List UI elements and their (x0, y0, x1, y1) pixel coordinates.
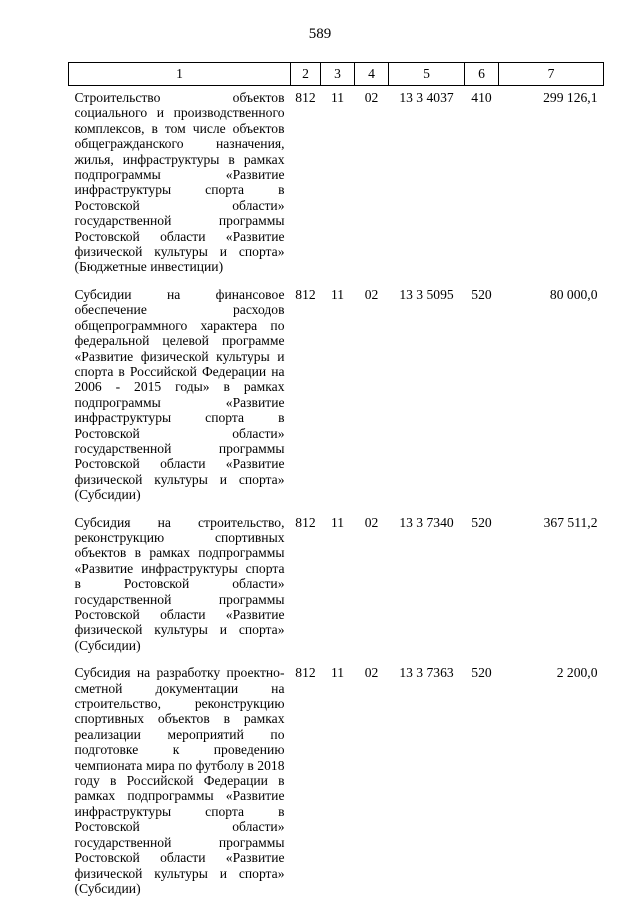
expense-type-code: 520 (471, 286, 492, 302)
row-description: Субсидия на разработку проектно-сметной документации на строительство, реконструкцию спортивных объектов в рамках реализации мероприятий по подготовке к проведению чемпионата мира по футболу в 2018 году в Российской Федерации в рамках подпрограммы «Развитие инфраструктуры спорта в Ростовской области» государственной программы Ростовской области «Развитие физической культуры и спорта» (Субсидии) (74, 665, 285, 896)
column-header: 3 (321, 63, 355, 86)
expense-type-code: 410 (471, 90, 492, 105)
section-code: 11 (330, 286, 345, 302)
section-code: 11 (330, 90, 345, 105)
row-description: Строительство объектов социального и производственного комплексов, в том числе объектов общегражданского назначения, жилья, инфраструктуры в рамках подпрограммы «Развитие инфраструктуры спорта в Ростовской области» государственной программы Ростовской области «Развитие физической культуры и спорта» (Бюджетные инвестиции) (74, 90, 285, 275)
table-row (69, 511, 604, 662)
row-description: Субсидия на строительство, реконструкцию спортивных объектов в рамках подпрограммы «Развитие инфраструктуры спорта в Ростовской области» государственной программы Ростовской области «Развитие физической культуры и спорта» (Субсидии) (74, 514, 285, 653)
ministry-code: 812 (295, 286, 316, 302)
subsection-code: 02 (364, 665, 379, 681)
column-header: 7 (499, 63, 604, 86)
subsection-code: 02 (364, 286, 379, 302)
ministry-code: 812 (295, 514, 316, 530)
section-code: 11 (330, 514, 345, 530)
table-row (69, 86, 604, 283)
expense-type-code: 520 (471, 665, 492, 681)
budget-table (68, 62, 604, 904)
amount: 299 126,1 (543, 90, 598, 105)
amount: 80 000,0 (549, 286, 598, 302)
ministry-code: 812 (295, 665, 316, 681)
table-row (69, 283, 604, 511)
ministry-code: 812 (295, 90, 316, 105)
amount: 2 200,0 (556, 665, 598, 681)
column-header: 4 (355, 63, 389, 86)
column-header: 6 (465, 63, 499, 86)
target-article-code: 13 3 7340 (399, 514, 454, 530)
row-description: Субсидии на финансовое обеспечение расходов общепрограммного характера по федеральной целевой программе «Развитие физической культуры и спорта в Российской Федерации на 2006 - 2015 годы» в рамках подпрограммы «Развитие инфраструктуры спорта в Ростовской области» государственной программы Ростовской области «Развитие физической культуры и спорта» (Субсидии) (74, 286, 285, 503)
header-row (69, 63, 604, 86)
target-article-code: 13 3 7363 (399, 665, 454, 681)
amount: 367 511,2 (543, 514, 598, 530)
expense-type-code: 520 (471, 514, 492, 530)
page-number: 589 (308, 26, 332, 42)
subsection-code: 02 (364, 90, 379, 105)
section-code: 11 (330, 665, 345, 681)
column-header: 1 (69, 63, 291, 86)
subsection-code: 02 (364, 514, 379, 530)
target-article-code: 13 3 4037 (399, 90, 454, 105)
column-header: 5 (389, 63, 465, 86)
table-row (69, 661, 604, 904)
target-article-code: 13 3 5095 (399, 286, 454, 302)
column-header: 2 (291, 63, 321, 86)
